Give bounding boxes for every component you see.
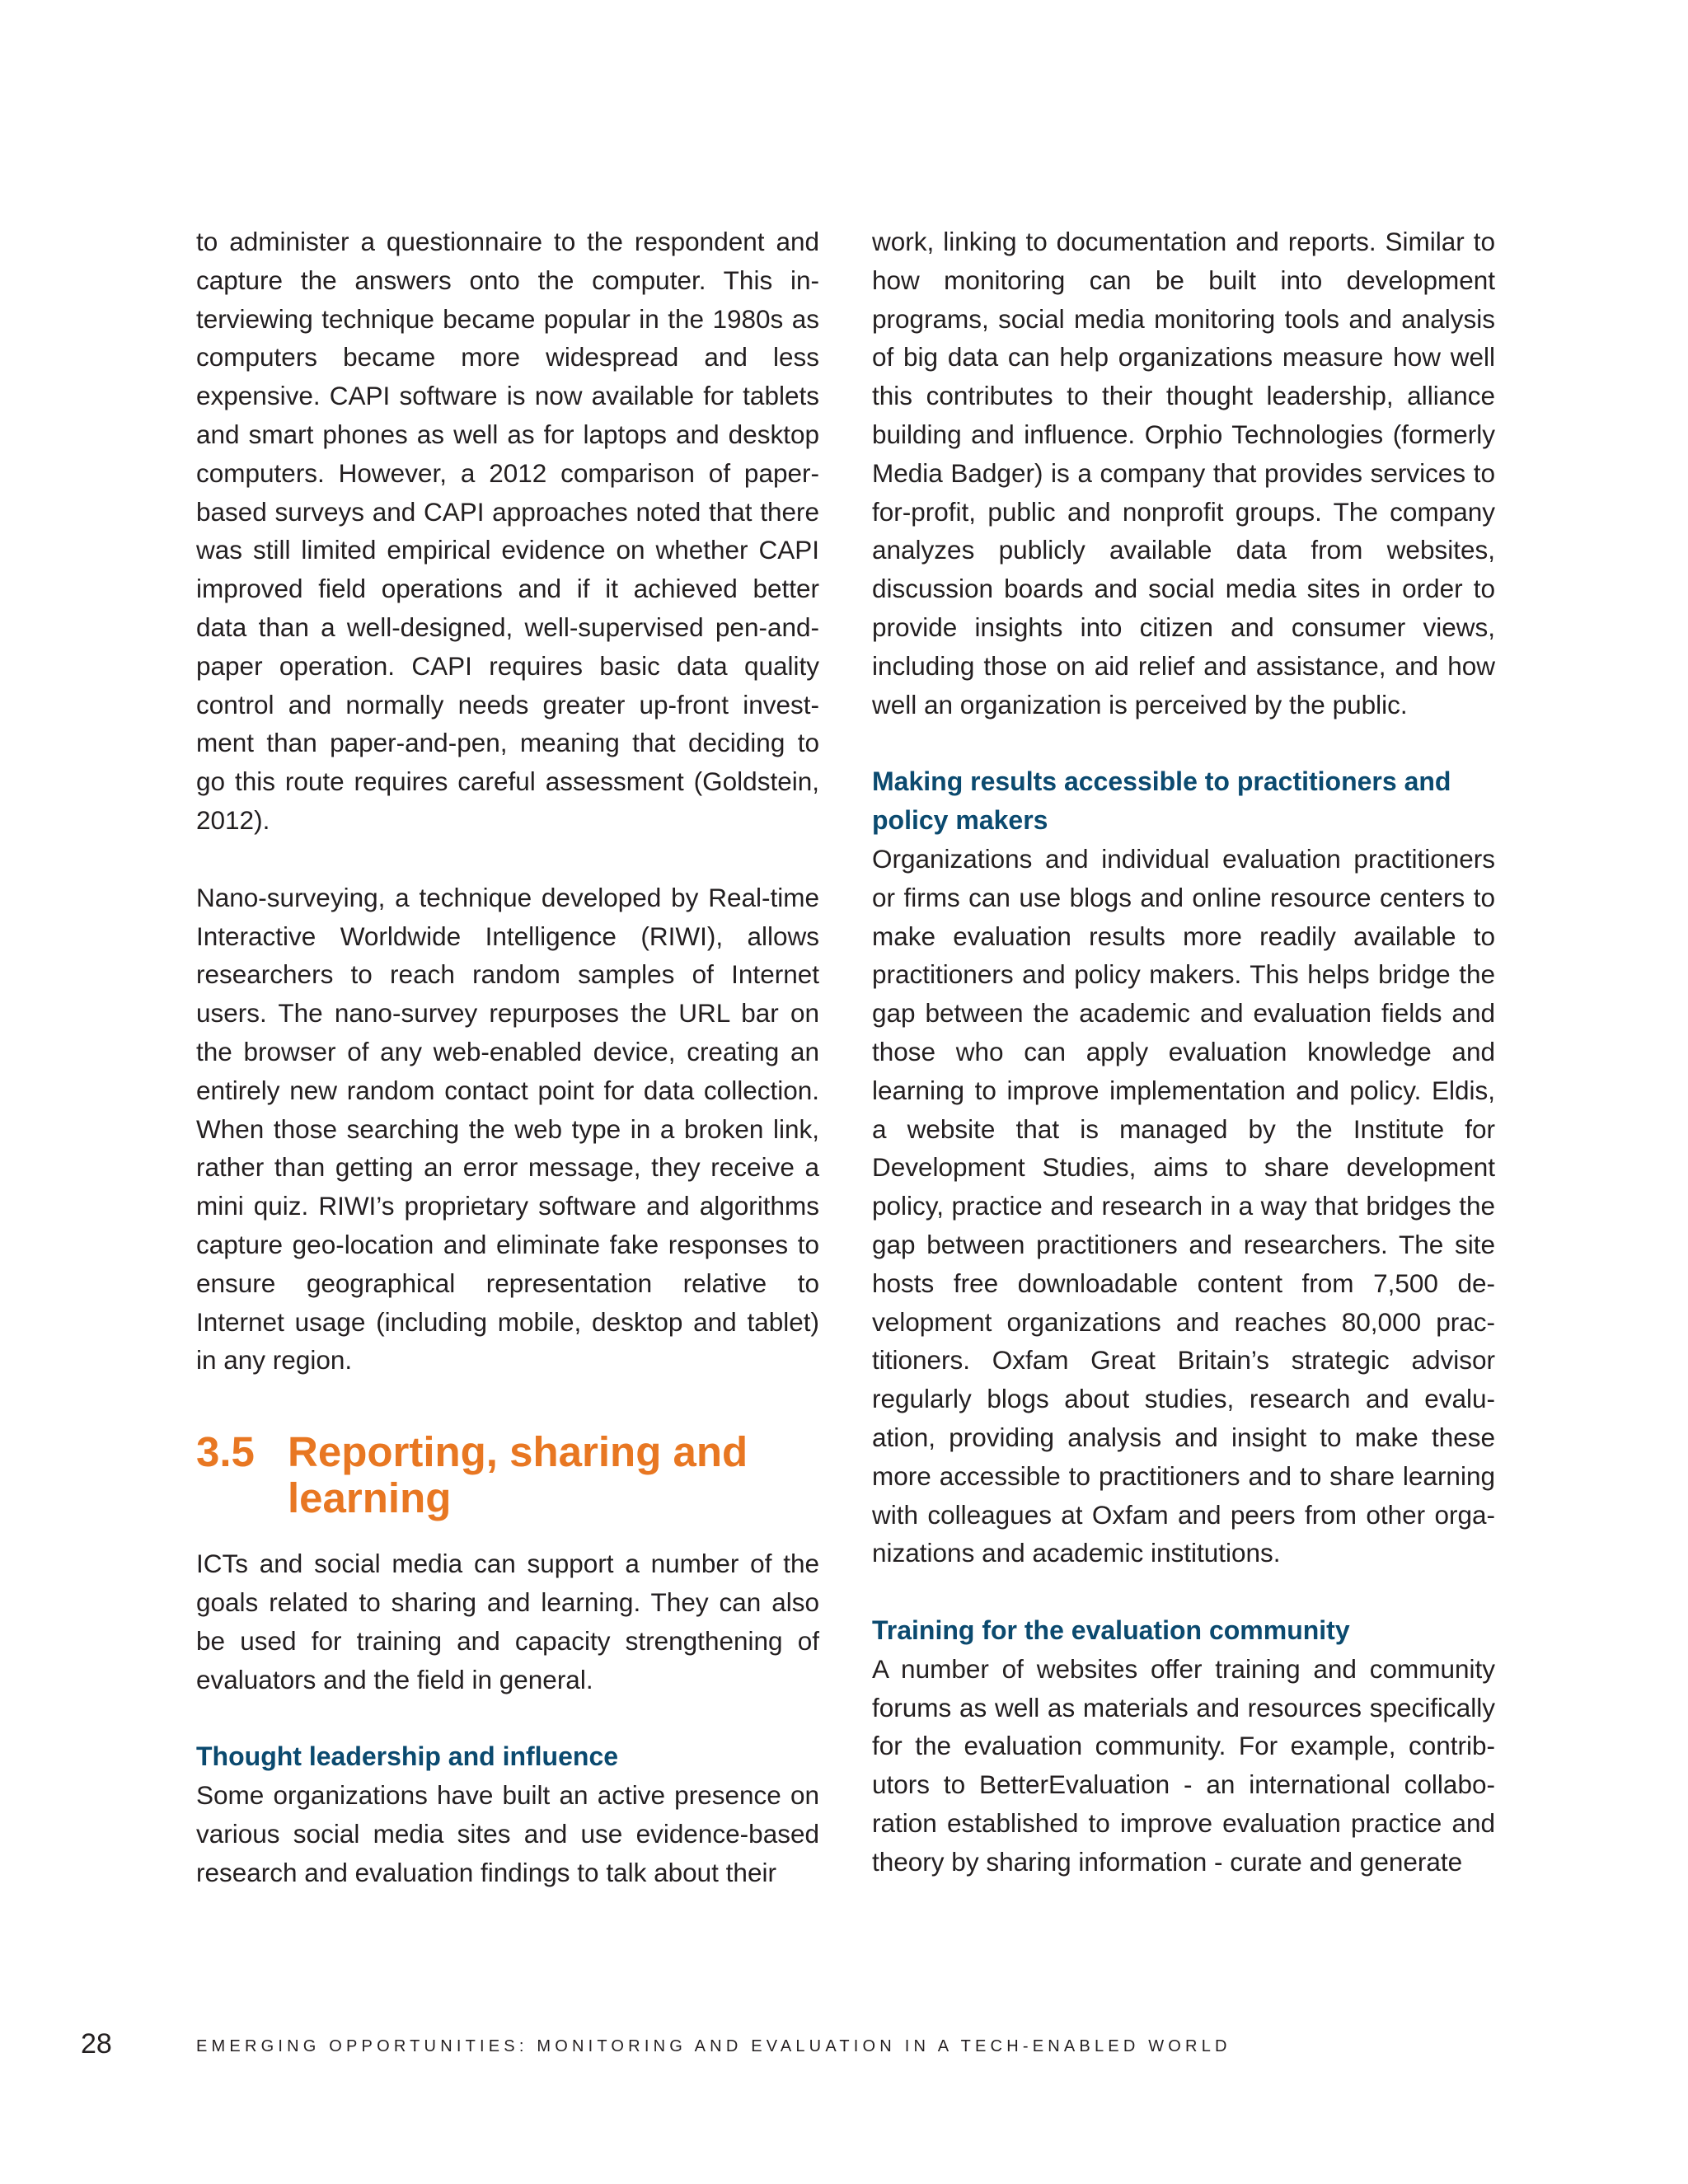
left-column [196,223,819,1891]
paragraph-spacer [872,724,1495,762]
section-heading [196,1429,819,1521]
subheading-accessible-results: Making results accessible to practitioners and policy makers [872,766,1451,836]
running-title: EMERGING OPPORTUNITIES: MONITORING AND EVALUATION IN A TECH-ENABLED WORLD [196,2037,1231,2055]
accessible-results-paragraph: Organizations and individual evaluation practitioners or firms can use blogs and online resource centers to make evaluation results more readily available to practitioners and policy makers. This helps bridge the gap between the academic and evaluation fields and those who can apply evaluation knowledge and learning to improve implementation and policy. Eldis, a website that is managed by the Institute for Development Studies, aims to share development policy, practice and research in a way that bridges the gap between practitioners and researchers. The site hosts free downloadable content from 7,500 development organizations and reaches 80,000 practitioners. Oxfam Great Britain’s strategic advisor regularly blogs about studies, research and evaluation, providing analysis and insight to make these more accessible to practitioners and to share learning with colleagues at Oxfam and peers from other organizations and academic institutions. [872,843,1495,1568]
page-number: 28 [81,2028,112,2060]
paragraph-spacer [196,1699,819,1737]
right-column [872,223,1495,1882]
training-paragraph: A number of websites offer training and community forums as well as materials and resources specifically for the evaluation community. For example, contributors to BetterEvaluation - an international collaboration established to improve evaluation practice and theory by sharing information - curate and generate [872,1653,1495,1877]
subheading-thought-leadership: Thought leadership and influence [196,1741,619,1772]
capi-paragraph: to administer a questionnaire to the respondent and capture the answers onto the computer. This interviewing technique became popular in the 1980s as computers became more widespread and less expensive. CAPI software is now available for tablets and smart phones as well as for laptops and desktop computers. However, a 2012 comparison of paperbased surveys and CAPI approaches noted that there was still limited empirical evidence on whether CAPI improved field operations and if it achieved better data than a well-designed, well-supervised pen-and-paper operation. CAPI requires basic data quality control and normally needs greater up-front investment than paper-and-pen, meaning that deciding to go this route requires careful assessment (Goldstein, 2012). [196,227,819,835]
social-monitoring-paragraph: work, linking to documentation and reports. Similar to how monitoring can be built into development programs, social media monitoring tools and analysis of big data can help organizations measure how well this contributes to their thought leadership, alliance building and influence. Orphio Technologies (formerly Media Badger) is a company that provides services to for-profit, public and nonprofit groups. The company analyzes publicly available data from websites, discussion boards and social media sites in order to provide insights into citizen and consumer views, including those on aid relief and assistance, and how well an organization is perceived by the public. [872,227,1495,719]
section-title: Reporting, sharing and learning [288,1428,748,1522]
thought-leadership-paragraph: Some organizations have built an active presence on various social media sites and use evidence-based research and evaluation findings to talk about their [196,1780,819,1887]
sharing-intro-paragraph: ICTs and social media can support a number of the goals related to sharing and learning. They can also be used for training and capacity strengthening of evaluators and the field in general. [196,1549,819,1694]
paragraph-spacer [196,840,819,879]
nano-surveying-paragraph: Nano-surveying, a technique developed by Real-time Interactive Worldwide Intelligence (RIWI), allows researchers to reach random samples of Internet users. The nano-survey repurposes the URL bar on the browser of any web-enabled device, creating an entirely new random contact point for data collection. When those searching the web type in a broken link, rather than getting an error message, they receive a mini quiz. RIWI’s proprietary software and algorithms capture geo-location and eliminate fake responses to ensure geographical representation relative to Internet usage (including mobile, desktop and tablet) in any region. [196,882,819,1376]
subheading-training: Training for the evaluation community [872,1615,1350,1646]
section-number: 3.5 [196,1428,255,1476]
paragraph-spacer [872,1572,1495,1611]
